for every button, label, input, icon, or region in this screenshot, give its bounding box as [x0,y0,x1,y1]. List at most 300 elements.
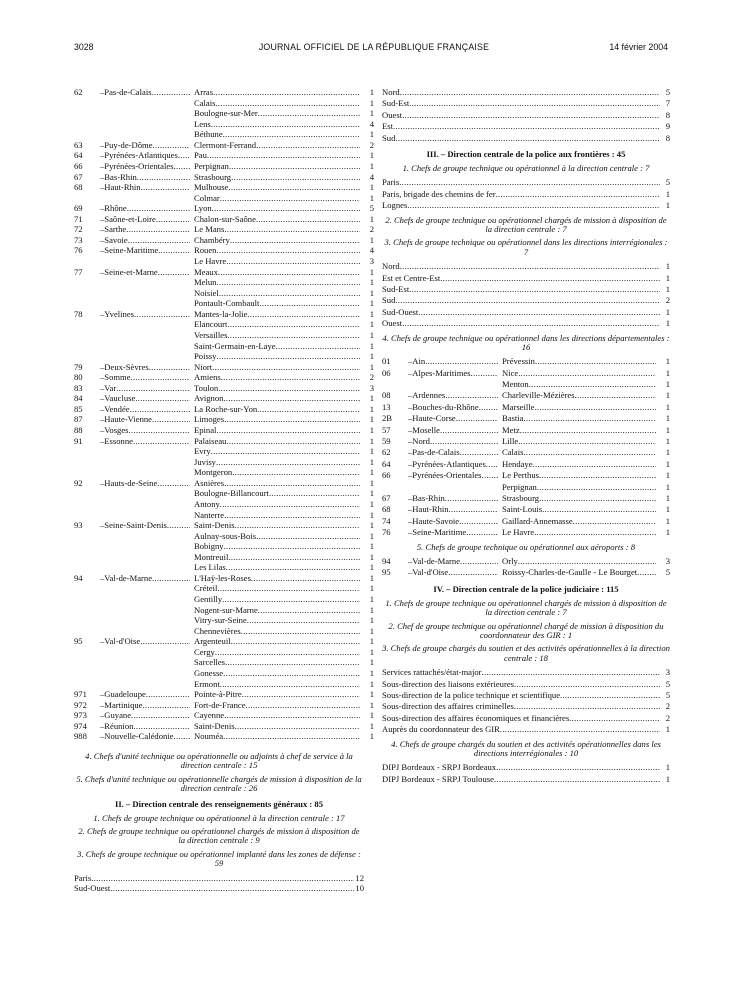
city-name: Perpignan [194,160,229,171]
leader-dots [393,121,660,132]
count-value: 1 [369,615,374,626]
department-cell: 988 – Nouvelle-Calédonie ..... [74,731,194,742]
table-row [382,504,670,515]
department-cell: 68 – Haut-Rhin ..... [74,182,194,193]
leader-dots [230,235,360,246]
city-cell [194,108,364,119]
list-item [382,177,670,188]
city-name: Arras [194,87,214,97]
count-value: 1 [369,340,374,351]
department-name: Seine-et-Marne [104,266,158,277]
department-number: 57 [382,424,391,435]
leader-dots [218,383,360,394]
list-item [382,110,670,121]
table-row [382,527,670,538]
table-row [382,447,670,458]
leader-dots [534,527,656,538]
list-item [382,690,670,701]
city-cell [194,235,364,246]
city-name: Nanterre [194,509,225,520]
department-cell: 973 – Guyane ..... [74,710,194,721]
item-name: Nord [382,261,400,272]
list-item [382,295,670,306]
department-number: 971 [74,689,87,700]
city-name: Pointe-à-Pitre [194,689,242,700]
table-row [382,567,670,578]
table-row [74,710,374,721]
table-row [74,266,374,278]
city-name: Chennevières [194,625,241,636]
city-cell [194,626,364,637]
city-name: Montreuil [194,551,229,562]
department-cell: 64 – Pyrénées-Atlantiques ..... [74,150,194,161]
city-cell [502,482,660,493]
count-value: 1 [369,393,374,404]
table-row [74,160,374,172]
department-cell [74,467,194,478]
count-value: 1 [665,436,670,447]
city-cell [194,731,364,742]
item-name: Sud [382,132,396,143]
leader-dots [256,531,360,542]
city-name: Saint-Denis [194,520,235,531]
city-name: Cayenne [194,710,225,721]
leader-dots [212,203,360,214]
iii5-list [382,556,670,579]
leader-dots [207,150,360,161]
leader-dots [523,413,656,424]
count-value: 1 [369,530,374,541]
city-name: Le Havre [194,256,227,266]
count-value: 5 [369,203,374,214]
department-name: Vosges [104,425,129,435]
item-name: Ouest [382,109,403,120]
leader-dots [135,393,190,404]
city-cell [194,636,364,647]
city-cell [194,531,364,542]
item-name: Sud-Ouest [74,883,111,894]
item-name: Nord [382,87,400,97]
city-name: Charleville-Mézières [502,390,575,401]
department-name: Puy-de-Dôme [104,139,153,150]
table-row [74,171,374,183]
table-row [74,435,374,447]
city-name: Antony [194,498,220,509]
leader-dots [247,615,360,626]
city-cell [502,379,660,390]
department-cell [74,499,194,510]
city-cell [502,436,660,447]
city-name: Elancourt [194,319,228,330]
department-cell [74,605,194,616]
leader-dots [637,567,656,578]
department-cell: 2B – Haute-Corse ..... [382,413,502,424]
list-item [382,189,670,200]
city-cell [194,583,364,594]
city-cell [502,402,660,413]
city-cell [194,552,364,563]
department-name: Bas-Rhin [412,493,445,503]
leader-dots [400,261,660,272]
leader-dots [514,679,660,690]
leader-dots [449,504,498,515]
table-row [74,192,374,204]
city-cell [194,288,364,299]
city-cell [194,172,364,183]
department-number: 64 [382,458,391,469]
department-name: Seine-Maritime [104,245,159,256]
table-row [74,488,374,499]
leader-dots [276,341,360,352]
city-name: Mulhouse [194,182,229,193]
city-cell [194,245,364,256]
city-name: L'Haÿ-les-Roses [194,572,251,583]
department-cell: 64 – Pyrénées-Atlantiques ..... [382,459,502,470]
table-row [74,636,374,647]
department-number: 76 [74,245,83,256]
table-row [74,118,374,130]
city-cell [194,499,364,510]
table-row [74,361,374,373]
table-row [74,667,374,679]
leader-dots [228,552,360,563]
leader-dots [486,459,498,470]
city-name: Créteil [194,583,218,594]
city-name: Saint-Germain-en-Laye [194,340,276,351]
table-row [74,689,374,700]
department-number: 87 [74,414,83,425]
table-row [74,572,374,584]
department-name: Ain [412,356,426,367]
count-value: 1 [665,515,670,526]
city-cell [502,425,660,436]
count-value: 1 [369,467,374,478]
leader-dots [130,404,190,415]
department-name: Bouches-du-Rhône [412,401,479,412]
department-cell: 06 – Alpes-Maritimes ..... [382,368,502,379]
leader-dots [224,510,360,521]
department-cell [74,615,194,626]
city-cell [194,393,364,404]
leader-dots [217,583,360,594]
city-name: Cergy [194,646,215,657]
count-value: 1 [665,401,670,412]
department-name: Pyrénées-Atlantiques [412,458,486,469]
department-cell [74,298,194,309]
leader-dots [539,493,656,504]
left-column [74,87,374,894]
list-item [382,284,670,295]
count-value: 4 [369,118,374,129]
left-zone-list [74,873,364,894]
count-value: 5 [665,689,670,700]
note-ii-1: 1. Chefs de groupe technique ou opérationnel à la direction centrale : 17 [93,812,345,823]
count-value: 5 [665,567,670,578]
issue-date: 14 février 2004 [609,42,668,52]
table-row [382,470,670,481]
city-name: Amiens [194,372,221,383]
item-name: DIPJ Bordeaux - SRPJ Toulouse [382,773,494,784]
department-cell [74,288,194,299]
city-name: Hendaye [502,458,533,469]
leader-dots [224,414,360,425]
city-name: Perpignan [502,481,537,492]
leader-dots [133,436,190,447]
count-value: 1 [369,108,374,119]
city-cell [194,277,364,288]
city-name: Calais [502,447,524,458]
city-cell [194,541,364,552]
leader-dots [242,689,360,700]
department-number: 974 [74,720,87,731]
department-name: Sarthe [104,224,127,235]
city-name: Metz [502,424,520,435]
department-name: Val-de-Marne [104,572,153,583]
table-row [74,551,374,563]
table-row [74,139,374,151]
count-value: 1 [369,551,374,562]
item-name: Sous-direction des affaires économiques et financières [382,712,570,723]
department-name: Deux-Sèvres [104,361,149,372]
count-value: 3 [369,256,374,266]
count-value: 1 [665,762,670,773]
department-name: Haute-Corse [412,413,456,424]
leader-dots [573,516,656,527]
count-value: 1 [369,541,374,552]
note-ii-2: 2. Chefs de groupe technique ou opérationnel chargés de mission à disposition de la direction centrale : 9 [78,825,360,846]
leader-dots [226,256,360,267]
note-iv-3: 3. Chefs de groupe chargés du soutien et des activités opérationnelles à la direction centrale : 18 [382,643,670,663]
iii3-list [382,261,670,329]
count-value: 1 [369,636,374,647]
city-cell [194,267,364,278]
list-item [382,121,670,132]
city-name: Noisiel [194,287,219,298]
leader-dots [256,140,360,151]
table-row [382,482,670,493]
city-name: Niort [194,361,213,372]
leader-dots [232,467,360,478]
count-value: 1 [369,477,374,488]
city-cell [502,527,660,538]
count-value: 1 [665,470,670,481]
count-value: 5 [665,87,670,97]
count-value: 1 [665,413,670,424]
table-row [74,319,374,330]
leader-dots [258,605,360,616]
leader-dots [399,177,660,188]
city-name: Nice [502,367,519,378]
item-name: DIPJ Bordeaux - SRPJ Bordeaux [382,762,497,773]
count-value: 1 [369,97,374,108]
count-value: 1 [369,520,374,531]
leader-dots [178,150,190,161]
item-name: Paris, brigade des chemins de fer [382,188,496,199]
department-name: Hauts-de-Seine [104,477,158,488]
leader-dots [224,478,360,489]
city-cell [194,119,364,130]
department-cell: 67 – Bas-Rhin ..... [74,172,194,183]
count-value: 1 [369,319,374,330]
list-item [74,873,364,884]
city-cell [194,330,364,341]
department-name: Rhône [104,203,127,214]
iv3-list [382,667,670,735]
count-value: 1 [369,287,374,298]
count-value: 2 [665,701,670,712]
table-row [74,340,374,352]
department-number: 973 [74,710,87,721]
table-row [74,372,374,383]
city-cell [194,436,364,447]
department-number: 91 [74,435,83,446]
count-value: 1 [665,773,670,784]
department-cell: 59 – Nord ..... [382,436,502,447]
table-row [74,256,374,267]
leader-dots [223,668,360,679]
list-item [382,713,670,724]
department-cell: 74 – Haute-Savoie ..... [382,516,502,527]
city-name: Aulnay-sous-Bois [194,530,257,541]
department-cell [74,277,194,288]
city-cell [502,504,660,515]
note-5: 5. Chefs d'unité technique ou opérationnelle chargés de mission à disposition de la direction centrale : 26 [76,773,362,794]
count-value: 1 [369,667,374,678]
department-name: Guadeloupe [104,689,146,700]
leader-dots [134,309,190,320]
leader-dots [216,277,360,288]
city-cell [194,605,364,616]
count-value: 1 [369,509,374,520]
count-value: 1 [369,435,374,446]
city-cell [194,446,364,457]
count-value: 1 [369,710,374,721]
leader-dots [218,267,360,278]
count-value: 9 [665,121,670,132]
table-row [74,414,374,425]
count-value: 8 [665,132,670,143]
department-number: 83 [74,382,83,393]
leader-dots [402,110,660,121]
leader-dots [529,379,656,390]
city-name: Roissy-Charles-de-Gaulle - Le Bourget [502,567,638,578]
department-name: Alpes-Maritimes [412,367,471,378]
department-cell [74,657,194,668]
leader-dots [560,690,660,701]
leader-dots [142,700,190,711]
city-name: Nogent-sur-Marne [194,604,258,615]
note-iii-2: 2. Chefs de groupe technique ou opérationnel chargés de mission à disposition de la direction centrale : 7 [385,214,667,234]
table-row [74,509,374,521]
department-name: Pyrénées-Atlantiques [104,150,178,161]
count-value: 1 [369,446,374,457]
item-name: Paris [74,872,92,883]
department-cell: 62 – Pas-de-Calais ..... [74,87,194,98]
count-value: 1 [665,724,670,735]
count-value: 4 [369,245,374,256]
city-name: Poissy [194,351,217,362]
table-row [74,594,374,605]
table-row [74,583,374,594]
department-cell [74,488,194,499]
city-cell [194,594,364,605]
department-name: Pyrénées-Orientales [412,470,482,481]
department-cell: 77 – Seine-et-Marne ..... [74,267,194,278]
leader-dots [400,87,660,98]
count-value: 3 [665,667,670,678]
department-cell: 94 – Val-de-Marne ..... [74,573,194,584]
list-item [382,98,670,109]
department-cell [74,457,194,468]
table-row [74,150,374,161]
leader-dots [440,425,498,436]
leader-dots [569,713,660,724]
city-cell [194,140,364,151]
city-name: Lens [194,118,211,129]
list-item [382,762,670,773]
city-name: La Roche-sur-Yon [194,403,258,414]
department-cell [74,510,194,521]
leader-dots [256,214,360,225]
department-cell: 62 – Pas-de-Calais ..... [382,447,502,458]
department-cell [74,330,194,341]
leader-dots [259,298,360,309]
table-row [74,646,374,658]
department-name: Val-d'Oise [104,636,141,647]
city-cell [194,161,364,172]
city-name: Lille [502,436,519,447]
city-name: Gentilly [194,594,223,604]
table-row [74,498,374,510]
city-name: Menton [502,379,529,390]
count-value: 1 [369,425,374,435]
item-name: Sud-Ouest [382,306,419,317]
list-item [74,883,364,894]
leader-dots [226,436,360,447]
leader-dots [496,762,660,773]
department-name: Nouvelle-Calédonie [104,731,174,742]
department-cell: 972 – Martinique ..... [74,700,194,711]
leader-dots [220,679,360,690]
leader-dots [174,161,191,172]
department-number: 66 [382,470,391,481]
city-name: Saint-Denis [194,720,235,731]
city-name: Bobigny [194,541,224,552]
department-number: 972 [74,699,87,710]
department-number: 64 [74,150,83,161]
table-row [74,224,374,235]
leader-dots [535,356,656,367]
city-name: Vitry-sur-Seine [194,615,247,626]
table-row [74,615,374,626]
note-iii-1: 1. Chefs de groupe technique ou opérationnel à la direction centrale : 7 [402,162,650,173]
department-cell: 94 – Val-de-Marne ..... [382,556,502,567]
city-name: Pau [194,150,207,161]
count-value: 1 [369,604,374,615]
leader-dots [402,318,660,329]
leader-dots [460,447,498,458]
city-name: Colmar [194,192,220,203]
leader-dots [269,488,360,499]
department-cell: 01 – Ain ..... [382,356,502,367]
leader-dots [211,119,360,130]
leader-dots [110,883,354,894]
leader-dots [231,172,360,183]
department-cell [74,583,194,594]
department-cell: 95 – Val-d'Oise ..... [382,567,502,578]
leader-dots [140,636,190,647]
leader-dots [223,731,360,742]
